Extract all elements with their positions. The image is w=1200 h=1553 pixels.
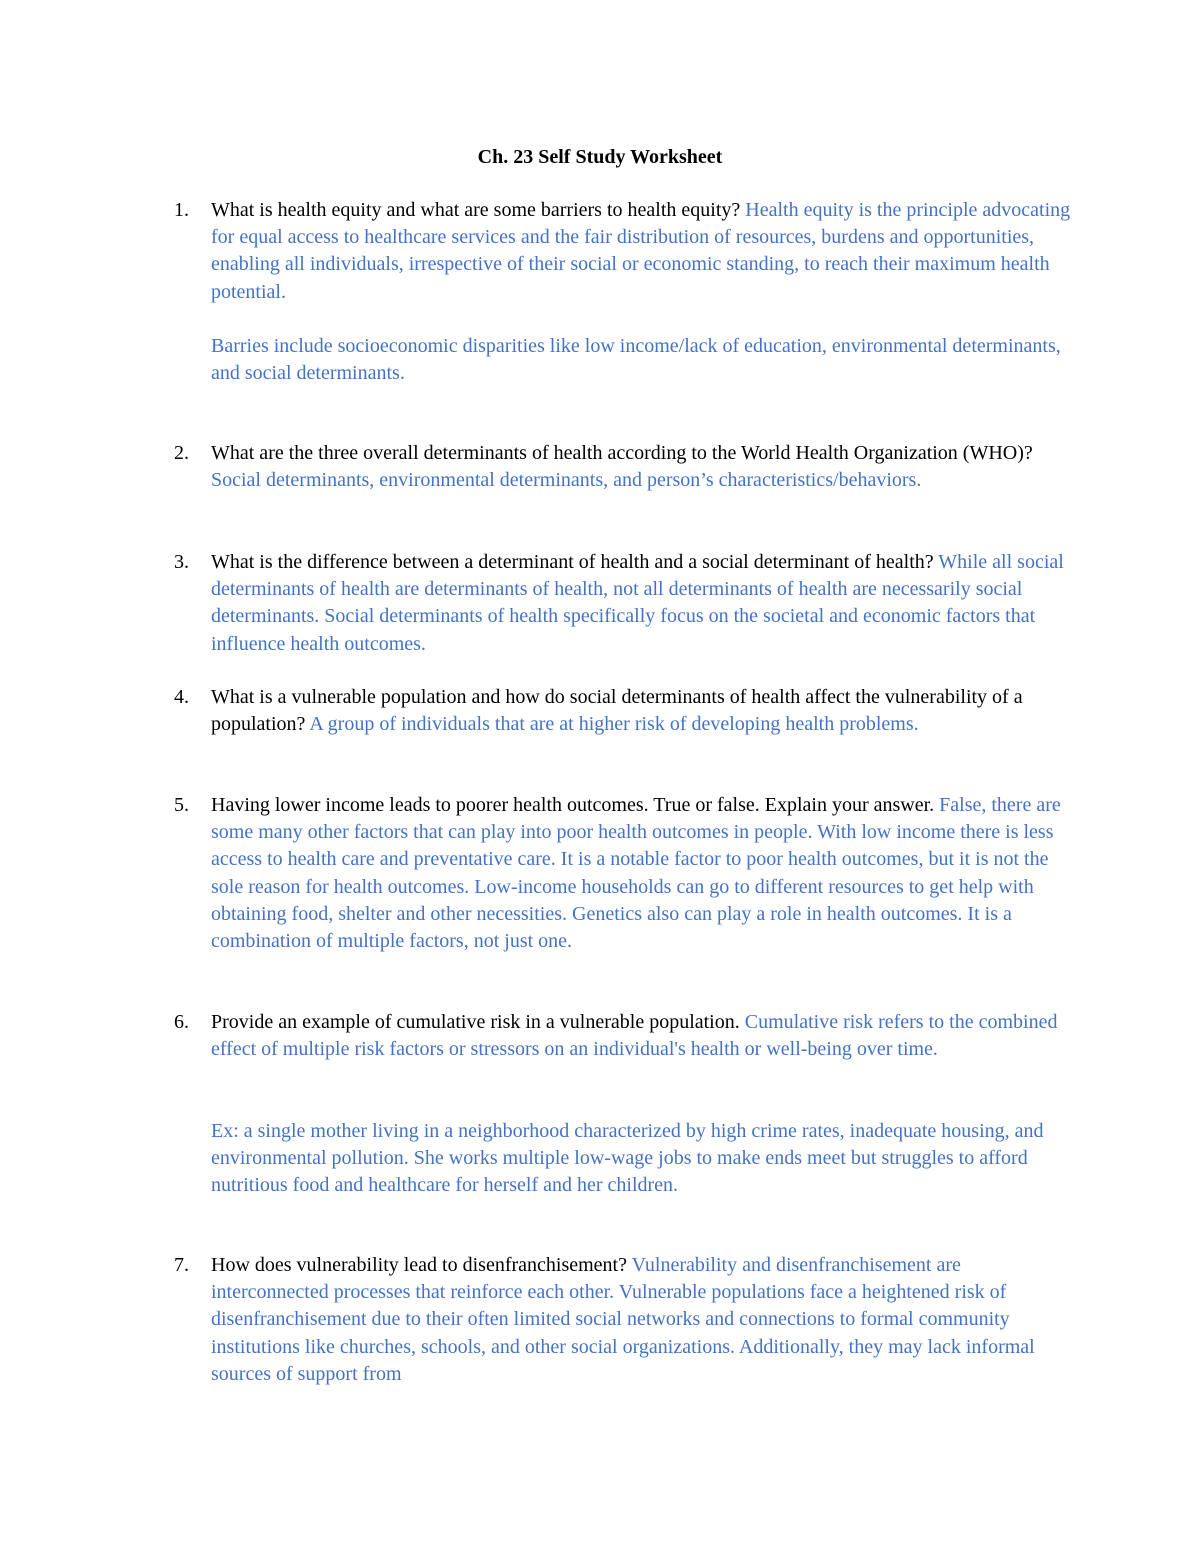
page-title: Ch. 23 Self Study Worksheet (477, 146, 723, 168)
answer-extra-text: Barries include socioeconomic disparities like low income/lack of education, environmental determinants, and social determinants. (211, 335, 1061, 385)
question-number: 3. (174, 551, 189, 573)
question-text: Provide an example of cumulative risk in a vulnerable population. (211, 1011, 740, 1033)
question-number: 2. (174, 442, 189, 464)
answer-text: Social determinants, environmental determinants, and person’s characteristics/behaviors. (211, 469, 922, 492)
question-number: 7. (174, 1254, 189, 1276)
question-text: Having lower income leads to poorer health outcomes. True or false. Explain your answer. (211, 794, 935, 816)
answer-extra-text: Ex: a single mother living in a neighborhood characterized by high crime rates, inadequate housing, and environmental pollution. She works multiple low-wage jobs to make ends meet but struggles to afford nutritious food and healthcare for herself and her children. (211, 1120, 1044, 1197)
question-text: What are the three overall determinants of health according to the World Health Organization (WHO)? (211, 442, 1033, 464)
question-text: What is health equity and what are some barriers to health equity? (211, 199, 741, 221)
question-number: 6. (174, 1011, 189, 1033)
question-number: 5. (174, 794, 189, 816)
question-block (211, 684, 1071, 738)
answer-text: While all social determinants of health are determinants of health, not all determinants of health are necessarily social determinants. Social determinants of health specifically focus on the societal and economic factors that influence health outcomes. (211, 551, 1064, 655)
question-text: How does vulnerability lead to disenfranchisement? (211, 1254, 627, 1276)
question-block (211, 440, 1071, 494)
answer-text: A group of individuals that are at higher risk of developing health problems. (309, 713, 919, 736)
question-block (211, 792, 1071, 955)
question-block (211, 1252, 1071, 1388)
question-number: 1. (174, 199, 189, 221)
question-text: What is a vulnerable population and how do social determinants of health affect the vulnerability of a population? (211, 686, 1023, 736)
question-block (211, 197, 1071, 306)
question-block (211, 549, 1071, 658)
question-text: What is the difference between a determinant of health and a social determinant of health? (211, 551, 934, 573)
answer-text: Health equity is the principle advocating for equal access to healthcare services and the fair distribution of resources, burdens and opportunities, enabling all individuals, irrespective of their social or economic standing, to reach their maximum health potential. (211, 199, 1071, 303)
answer-text: Vulnerability and disenfranchisement are interconnected processes that reinforce each other. Vulnerable populations face a heightened risk of disenfranchisement due to their often limited social networks and connections to formal community institutions like churches, schools, and other social organizations. Additionally, they may lack informal sources of support from (211, 1254, 1035, 1385)
answer-text: Cumulative risk refers to the combined effect of multiple risk factors or stressors on an individual's health or well-being over time. (211, 1011, 1058, 1061)
answer-text: False, there are some many other factors that can play into poor health outcomes in people. With low income there is less access to health care and preventative care. It is a notable factor to poor health outcomes, but it is not the sole reason for health outcomes. Low-income households can go to different resources to get help with obtaining food, shelter and other necessities. Genetics also can play a role in health outcomes. It is a combination of multiple factors, not just one. (211, 794, 1061, 953)
question-block (211, 1009, 1071, 1063)
question-number: 4. (174, 686, 189, 708)
